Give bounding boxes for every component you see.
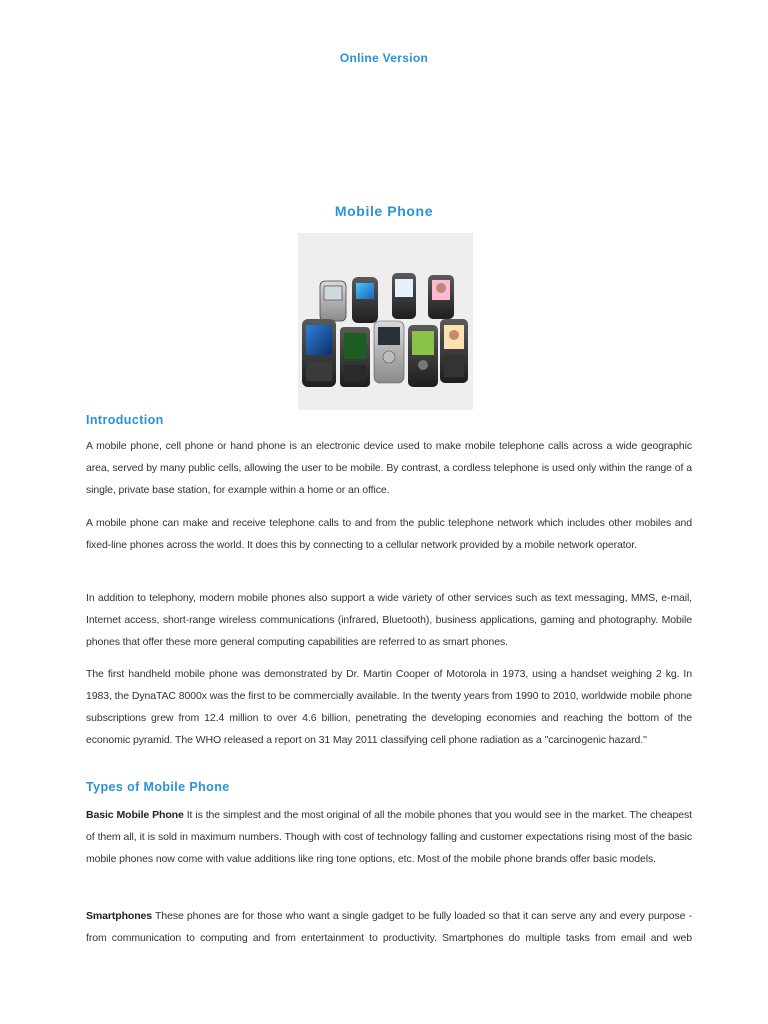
smartphones-text: These phones are for those who want a single gadget to be fully loaded so that it can serve any and every purpose - from communication to computing and from entertainment to productivity. Smartphones do multiple tasks from email and web: [86, 910, 692, 944]
paragraph-basic-phone: [86, 804, 692, 870]
page-cutoff-mask: [0, 955, 768, 1024]
mobile-phones-photo-icon: [298, 233, 473, 410]
basic-phone-text: It is the simplest and the most original of all the mobile phones that you would see in the market. The cheapest of them all, it is sold in maximum numbers. Though with cost of technology falling and customer expectations rising most of the basic mobile phones now come with value additions like ring tone options, etc. Most of the mobile phone brands offer basic models.: [86, 809, 692, 865]
basic-phone-label: Basic Mobile Phone: [86, 809, 184, 821]
mobile-phones-illustration: [298, 233, 473, 410]
paragraph-intro-4: The first handheld mobile phone was demonstrated by Dr. Martin Cooper of Motorola in 1973, using a handset weighing 2 kg. In 1983, the DynaTAC 8000x was the first to be commercially available. In the twenty years from 1990 to 2010, worldwide mobile phone subscriptions grew from 12.4 million to over 4.6 billion, penetrating the developing economies and reaching the bottom of the economic pyramid. The WHO released a report on 31 May 2011 classifying cell phone radiation as a "carcinogenic hazard.": [86, 668, 692, 746]
section-heading-types: Types of Mobile Phone: [86, 780, 230, 794]
smartphones-label: Smartphones: [86, 910, 152, 922]
online-version-label: Online Version: [339, 51, 429, 65]
paragraph-intro-2: A mobile phone can make and receive telephone calls to and from the public telephone network which includes other mobiles and fixed-line phones across the world. It does this by connecting to a cellular network provided by a mobile network operator.: [86, 517, 692, 551]
document-title: Mobile Phone: [334, 203, 434, 219]
section-heading-introduction: Introduction: [86, 413, 164, 427]
paragraph-intro-1: A mobile phone, cell phone or hand phone is an electronic device used to make mobile telephone calls across a wide geographic area, served by many public cells, allowing the user to be mobile. By contrast, a cordless telephone is used only within the range of a single, private base station, for example within a home or an office.: [86, 440, 692, 496]
paragraph-intro-3: In addition to telephony, modern mobile phones also support a wide variety of other services such as text messaging, MMS, e-mail, Internet access, short-range wireless communications (infrared, Bluetooth), business applications, gaming and photography. Mobile phones that offer these more general computing capabilities are referred to as smart phones.: [86, 592, 692, 648]
